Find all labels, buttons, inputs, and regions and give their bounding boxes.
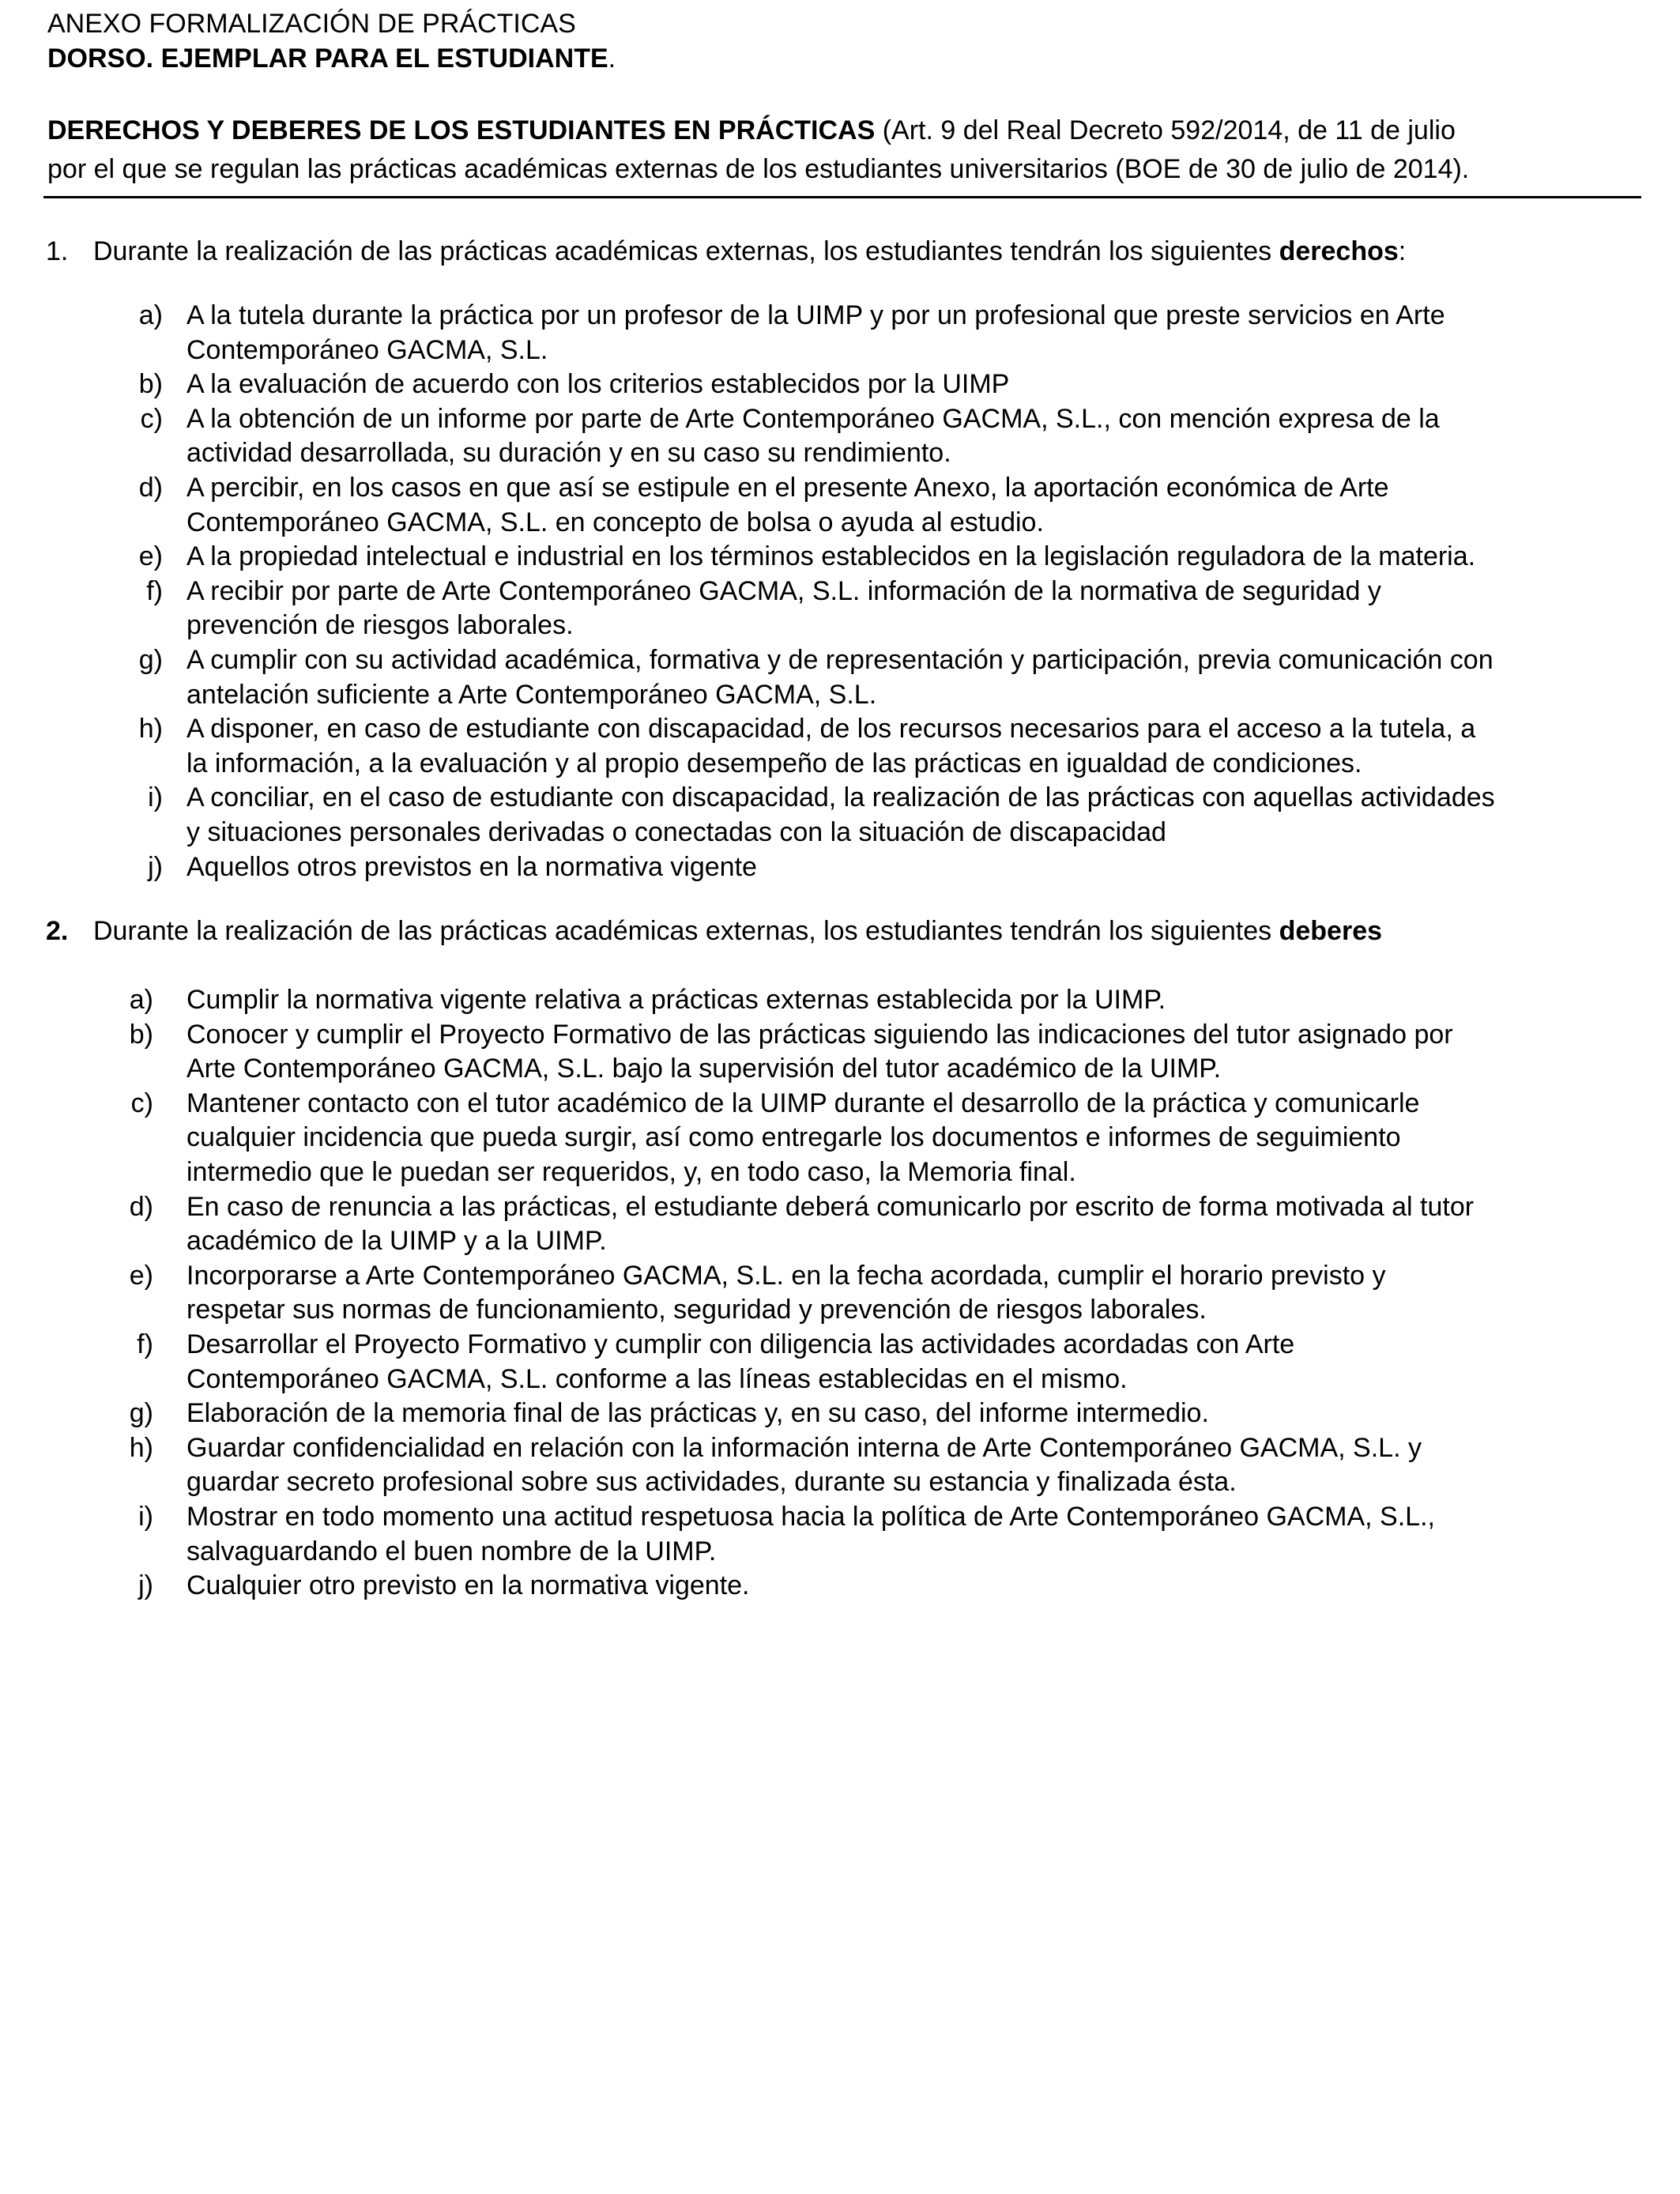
list-item-text: Guardar confidencialidad en relación con la información interna de Arte Contemporáneo GACMA, S.L. y <box>186 1432 1422 1463</box>
list-item-text: salvaguardando el buen nombre de la UIMP. <box>186 1536 717 1566</box>
copy-label-end: . <box>608 43 616 74</box>
list-item-label: b) <box>129 1019 153 1050</box>
list-item-text: y situaciones personales derivadas o conectadas con la situación de discapacidad <box>186 816 1166 847</box>
list-item-text: guardar secreto profesional sobre sus actividades, durante su estancia y finalizada ésta. <box>186 1467 1237 1498</box>
copy-label-bold: DORSO. EJEMPLAR PARA EL ESTUDIANTE <box>47 43 608 74</box>
list-item-label: a) <box>138 300 163 330</box>
list-item-text: cualquier incidencia que pueda surgir, así como entregarle los documentos e informes de seguimiento <box>186 1122 1401 1153</box>
rights-number-text: 1. <box>46 236 69 266</box>
list-item-text: Contemporáneo GACMA, S.L. <box>186 334 548 365</box>
list-item-label: e) <box>138 541 163 572</box>
duties-intro <box>93 914 1382 948</box>
duties-intro-bold: deberes <box>1279 916 1383 946</box>
list-item-label: j) <box>138 1570 153 1601</box>
rights-intro-text: Durante la realización de las prácticas académicas externas, los estudiantes tendrán los siguientes <box>93 236 1279 266</box>
list-item-label: g) <box>138 645 163 675</box>
list-item-label: i) <box>138 1502 153 1532</box>
list-item-text: prevención de riesgos laborales. <box>186 610 574 641</box>
list-item-text: A recibir por parte de Arte Contemporáneo GACMA, S.L. información de la normativa de seguridad y <box>186 575 1381 606</box>
list-item-text: Cumplir la normativa vigente relativa a prácticas externas establecida por la UIMP. <box>186 985 1166 1015</box>
section-heading-bold: DERECHOS Y DEBERES DE LOS ESTUDIANTES EN PRÁCTICAS <box>47 115 876 145</box>
list-item-label: c) <box>140 403 163 434</box>
list-item-text: A conciliar, en el caso de estudiante con discapacidad, la realización de las prácticas con aquellas actividades <box>186 782 1495 813</box>
list-item-label: e) <box>129 1260 153 1291</box>
list-item-text: Mostrar en todo momento una actitud respetuosa hacia la política de Arte Contemporáneo GACMA, S.L., <box>186 1502 1435 1532</box>
list-item-text: Mantener contacto con el tutor académico de la UIMP durante el desarrollo de la práctica y comunicarle <box>186 1088 1420 1118</box>
list-item-text: A la evaluación de acuerdo con los criterios establecidos por la UIMP <box>186 369 1010 400</box>
duties-intro-text: Durante la realización de las prácticas académicas externas, los estudiantes tendrán los siguientes <box>93 916 1279 946</box>
rights-intro-end: : <box>1398 236 1407 266</box>
list-item-label: g) <box>129 1398 153 1429</box>
list-item-label: h) <box>129 1432 153 1463</box>
list-item-label: a) <box>129 985 153 1015</box>
list-item-text: A la propiedad intelectual e industrial en los términos establecidos en la legislación reguladora de la materia. <box>186 541 1476 572</box>
list-item-text: Elaboración de la memoria final de las prácticas y, en su caso, del informe intermedio. <box>186 1398 1209 1429</box>
list-item-text: A percibir, en los casos en que así se estipule en el presente Anexo, la aportación económica de Arte <box>186 473 1389 503</box>
list-item-text: académico de la UIMP y a la UIMP. <box>186 1226 607 1257</box>
horizontal-rule <box>43 196 1641 198</box>
list-item-text: intermedio que le puedan ser requeridos, y, en todo caso, la Memoria final. <box>186 1156 1076 1187</box>
list-item-text: Contemporáneo GACMA, S.L. conforme a las líneas establecidas en el mismo. <box>186 1363 1128 1394</box>
list-item-label: c) <box>130 1088 153 1118</box>
list-item-text: Desarrollar el Proyecto Formativo y cumplir con diligencia las actividades acordadas con Arte <box>186 1329 1295 1359</box>
list-item-text: Incorporarse a Arte Contemporáneo GACMA, S.L. en la fecha acordada, cumplir el horario previsto y <box>186 1260 1386 1291</box>
annex-title <box>47 6 576 41</box>
list-item-text: Contemporáneo GACMA, S.L. en concepto de bolsa o ayuda al estudio. <box>186 507 1044 537</box>
list-item-label: j) <box>148 851 163 882</box>
list-item-text: En caso de renuncia a las prácticas, el estudiante deberá comunicarlo por escrito de forma motivada al tutor <box>186 1191 1475 1222</box>
list-item-label: f) <box>137 1329 153 1359</box>
section-heading-line2-text: por el que se regulan las prácticas académicas externas de los estudiantes universitarios (BOE de 30 de julio de 2014). <box>47 154 1470 184</box>
list-item-text: A cumplir con su actividad académica, formativa y de representación y participación, previa comunicación con <box>186 645 1494 675</box>
annex-title-text: ANEXO FORMALIZACIÓN DE PRÁCTICAS <box>47 9 576 39</box>
list-item-text: Conocer y cumplir el Proyecto Formativo de las prácticas siguiendo las indicaciones del tutor asignado por <box>186 1019 1453 1050</box>
list-item-text: A la obtención de un informe por parte de Arte Contemporáneo GACMA, S.L., con mención expresa de la <box>186 403 1440 434</box>
list-item-text: Arte Contemporáneo GACMA, S.L. bajo la supervisión del tutor académico de la UIMP. <box>186 1054 1222 1084</box>
duties-number-text: 2. <box>46 916 69 946</box>
rights-number <box>46 234 68 269</box>
section-heading-line2 <box>47 152 1469 187</box>
list-item-text: A la tutela durante la práctica por un profesor de la UIMP y por un profesional que preste servicios en Arte <box>186 300 1445 330</box>
list-item-text: respetar sus normas de funcionamiento, seguridad y prevención de riesgos laborales. <box>186 1295 1207 1325</box>
list-item-label: f) <box>146 575 163 606</box>
section-heading-reference: (Art. 9 del Real Decreto 592/2014, de 11 de julio <box>875 115 1456 145</box>
list-item-text: A disponer, en caso de estudiante con discapacidad, de los recursos necesarios para el acceso a la tutela, a <box>186 714 1476 745</box>
list-item-label: b) <box>138 369 163 400</box>
list-item-label: d) <box>129 1191 153 1222</box>
list-item-text: Cualquier otro previsto en la normativa vigente. <box>186 1570 750 1601</box>
list-item-text: actividad desarrollada, su duración y en su caso su rendimiento. <box>186 438 951 469</box>
copy-label <box>47 41 616 76</box>
list-item-text: la información, a la evaluación y al propio desempeño de las prácticas en igualdad de condiciones. <box>186 748 1362 778</box>
section-heading <box>47 113 1456 148</box>
list-item-label: h) <box>138 714 163 745</box>
rights-intro <box>93 234 1406 269</box>
list-item-text: Aquellos otros previstos en la normativa vigente <box>186 851 757 882</box>
list-item-label: i) <box>148 782 163 813</box>
rights-intro-bold: derechos <box>1279 236 1399 266</box>
duties-number <box>46 914 68 948</box>
list-item-text: antelación suficiente a Arte Contemporáneo GACMA, S.L. <box>186 679 877 710</box>
list-item-label: d) <box>138 473 163 503</box>
